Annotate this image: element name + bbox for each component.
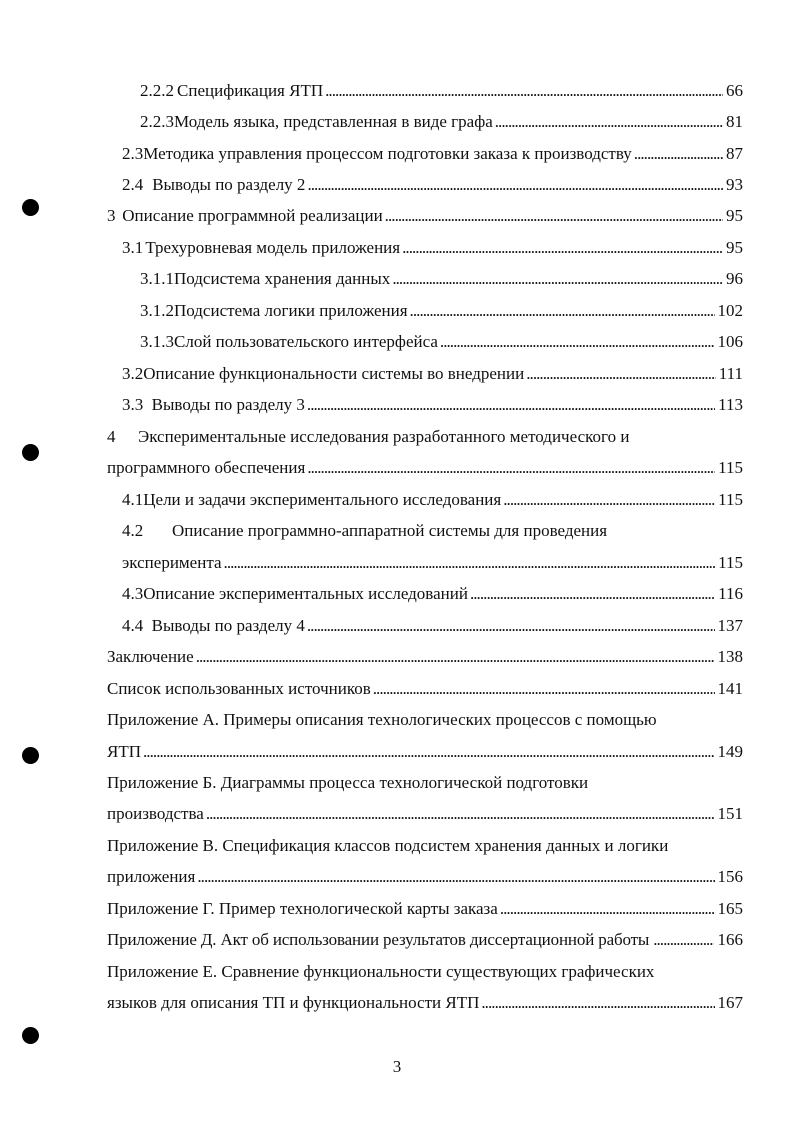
toc-entry-2-4[interactable] (122, 175, 743, 195)
toc-number: 3.1.3 (140, 332, 174, 351)
toc-page: 137 (717, 616, 743, 635)
toc-page: 66 (726, 81, 743, 100)
toc-entry-appendix-b[interactable] (107, 773, 588, 793)
toc-title: Приложение В. Спецификация классов подсистем хранения данных и логики (107, 836, 669, 855)
dot-leader (307, 395, 715, 415)
dot-leader (402, 238, 723, 258)
toc-page: 81 (726, 112, 743, 131)
dot-leader (307, 175, 723, 195)
toc-title-continued: программного обеспечения (107, 458, 306, 477)
toc-title: Заключение (107, 647, 194, 666)
page-number: 3 (392, 1057, 402, 1076)
toc-entry-appendix-b-cont[interactable] (107, 804, 743, 824)
binder-hole-3 (22, 747, 39, 764)
dot-leader (325, 81, 723, 101)
toc-number: 4.4 (122, 616, 144, 635)
toc-title: Слой пользовательского интерфейса (174, 332, 438, 351)
dot-leader (440, 332, 715, 352)
toc-page: 95 (726, 206, 743, 225)
dot-leader (307, 616, 715, 636)
toc-page: 167 (717, 993, 743, 1012)
toc-number: 3.2 (122, 364, 144, 383)
toc-entry-appendix-v-cont[interactable] (107, 867, 743, 887)
toc-title: Выводы по разделу 2 (152, 175, 306, 194)
toc-title: Спецификация ЯТП (177, 81, 324, 100)
toc-entry-appendix-d[interactable] (107, 930, 743, 950)
toc-page: 149 (717, 742, 743, 761)
toc-page: 115 (718, 553, 743, 572)
toc-page: 166 (717, 930, 743, 949)
toc-page: 138 (717, 647, 743, 666)
dot-leader (634, 144, 723, 164)
dot-leader (224, 553, 716, 573)
toc-title: Приложение Д. Акт об использовании результатов диссертационной работы (107, 930, 650, 949)
toc-number: 4.3 (122, 584, 144, 603)
toc-page: 87 (726, 144, 743, 163)
toc-page: 95 (726, 238, 743, 257)
toc-page: 156 (717, 867, 743, 886)
toc-entry-references[interactable] (107, 679, 743, 699)
toc-entry-4-2[interactable] (122, 521, 607, 541)
toc-entry-4-4[interactable] (122, 616, 743, 636)
toc-page: 113 (718, 395, 743, 414)
toc-title: Приложение Е. Сравнение функциональности существующих графических (107, 962, 655, 981)
dot-leader (653, 930, 713, 950)
toc-entry-4-cont[interactable] (107, 458, 743, 478)
toc-title: Методика управления процессом подготовки заказа к производству (143, 144, 632, 163)
toc-page: 106 (717, 332, 743, 351)
toc-entry-2-2-3[interactable] (140, 112, 743, 132)
toc-page: 116 (718, 584, 743, 603)
toc-entry-appendix-v[interactable] (107, 836, 668, 856)
toc-number: 4.2 (122, 521, 144, 540)
toc-entry-4[interactable] (107, 427, 629, 447)
toc-number: 4 (107, 427, 116, 446)
dot-leader (495, 112, 723, 132)
toc-number: 4.1 (122, 490, 144, 509)
toc-entry-appendix-g[interactable] (107, 899, 743, 919)
toc-page: 165 (717, 899, 743, 918)
toc-entry-appendix-a[interactable] (107, 710, 657, 730)
toc-title: Описание программно-аппаратной системы для проведения (172, 521, 608, 540)
toc-page: 115 (718, 490, 743, 509)
toc-page: 141 (717, 679, 743, 698)
toc-entry-appendix-a-cont[interactable] (107, 742, 743, 762)
toc-title: Подсистема хранения данных (174, 269, 391, 288)
dot-leader (392, 269, 723, 289)
toc-entry-3-1-2[interactable] (140, 301, 743, 321)
toc-entry-2-3[interactable] (122, 144, 743, 164)
dot-leader (503, 490, 715, 510)
toc-entry-3-3[interactable] (122, 395, 743, 415)
toc-page: 96 (726, 269, 743, 288)
dot-leader (206, 804, 715, 824)
toc-number: 3 (107, 206, 116, 225)
dot-leader (470, 584, 715, 604)
toc-entry-3-1-3[interactable] (140, 332, 743, 352)
binder-hole-1 (22, 199, 39, 216)
toc-title: Экспериментальные исследования разработанного методического и (138, 427, 630, 446)
toc-title-continued: эксперимента (122, 553, 222, 572)
toc-number: 3.1.2 (140, 301, 174, 320)
toc-entry-appendix-e-cont[interactable] (107, 993, 743, 1013)
binder-hole-4 (22, 1027, 39, 1044)
toc-title: Выводы по разделу 4 (151, 616, 305, 635)
toc-entry-appendix-e[interactable] (107, 962, 654, 982)
dot-leader (307, 458, 715, 478)
toc-page: 111 (718, 364, 743, 383)
toc-title: Список использованных источников (107, 679, 371, 698)
toc-entry-3[interactable] (107, 206, 743, 226)
toc-title: Описание функциональности системы во внедрении (143, 364, 525, 383)
toc-number: 2.2.3 (140, 112, 174, 131)
toc-title: Подсистема логики приложения (174, 301, 408, 320)
toc-title-continued: ЯТП (107, 742, 141, 761)
dot-leader (143, 742, 715, 762)
toc-entry-4-3[interactable] (122, 584, 743, 604)
toc-title: Приложение А. Примеры описания технологических процессов с помощью (107, 710, 657, 729)
toc-entry-conclusion[interactable] (107, 647, 743, 667)
toc-number: 3.1.1 (140, 269, 174, 288)
toc-title-continued: языков для описания ТП и функциональности ЯТП (107, 993, 480, 1012)
toc-title: Описание экспериментальных исследований (143, 584, 468, 603)
toc-entry-4-1[interactable] (122, 490, 743, 510)
toc-title: Приложение Б. Диаграммы процесса технологической подготовки (107, 773, 589, 792)
toc-title: Трехуровневая модель приложения (145, 238, 401, 257)
toc-number: 3.3 (122, 395, 144, 414)
toc-number: 3.1 (122, 238, 144, 257)
toc-page: 115 (718, 458, 743, 477)
toc-page: 102 (717, 301, 743, 320)
toc-entry-3-2[interactable] (122, 364, 743, 384)
dot-leader (197, 867, 714, 887)
toc-title: Выводы по разделу 3 (151, 395, 305, 414)
dot-leader (410, 301, 715, 321)
dot-leader (481, 993, 714, 1013)
toc-title-continued: приложения (107, 867, 196, 886)
toc-number: 2.4 (122, 175, 144, 194)
toc-page: 93 (726, 175, 743, 194)
toc-entry-3-1[interactable] (122, 238, 743, 258)
toc-title: Модель языка, представленная в виде графа (174, 112, 493, 131)
toc-entry-3-1-1[interactable] (140, 269, 743, 289)
dot-leader (373, 679, 715, 699)
toc-title: Цели и задачи экспериментального исследования (143, 490, 502, 509)
toc-title: Приложение Г. Пример технологической карты заказа (107, 899, 498, 918)
dot-leader (526, 364, 716, 384)
toc-page: 151 (717, 804, 743, 823)
toc-title: Описание программной реализации (122, 206, 383, 225)
binder-hole-2 (22, 444, 39, 461)
dot-leader (385, 206, 723, 226)
toc-number: 2.3 (122, 144, 144, 163)
dot-leader (500, 899, 715, 919)
toc-entry-4-2-cont[interactable] (122, 553, 743, 573)
dot-leader (196, 647, 715, 667)
toc-entry-2-2-2[interactable] (140, 81, 743, 101)
toc-title-continued: производства (107, 804, 204, 823)
toc-number: 2.2.2 (140, 81, 174, 100)
